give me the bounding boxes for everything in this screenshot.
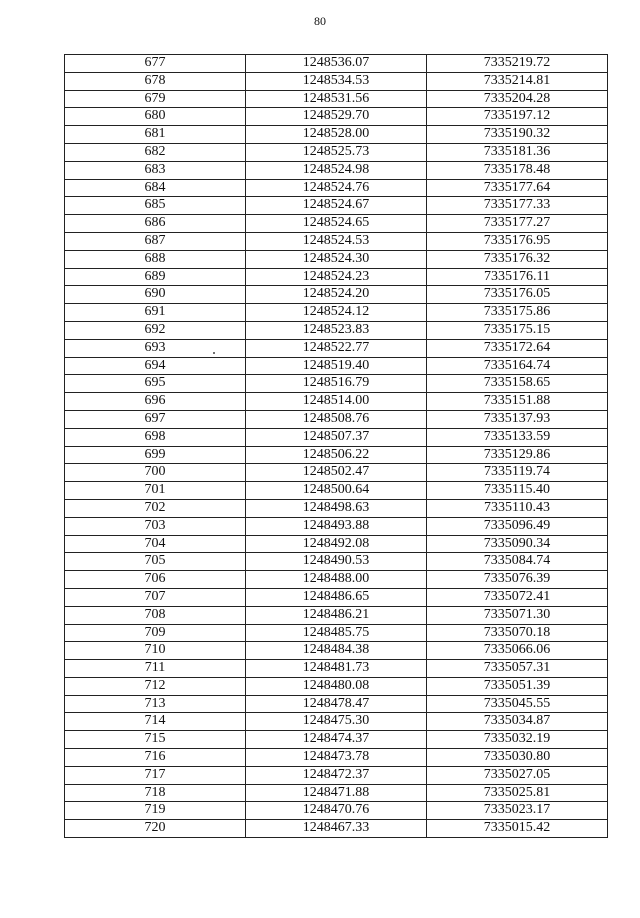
y-coordinate-cell: 7335025.81 [427,784,608,802]
x-coordinate-cell: 1248524.76 [246,179,427,197]
x-coordinate-cell: 1248471.88 [246,784,427,802]
y-coordinate-cell: 7335190.32 [427,126,608,144]
y-coordinate-cell: 7335158.65 [427,375,608,393]
point-number-cell: 715 [65,731,246,749]
point-number-cell: 706 [65,571,246,589]
point-number-cell: 682 [65,143,246,161]
table-row [65,517,608,535]
point-number-cell: 712 [65,677,246,695]
point-number-cell: 687 [65,232,246,250]
table-row [65,535,608,553]
point-number-cell: 688 [65,250,246,268]
point-number-cell: 683 [65,161,246,179]
x-coordinate-cell: 1248524.98 [246,161,427,179]
y-coordinate-cell: 7335115.40 [427,482,608,500]
x-coordinate-cell: 1248490.53 [246,553,427,571]
table-row [65,90,608,108]
x-coordinate-cell: 1248508.76 [246,410,427,428]
table-row [65,55,608,73]
point-number-cell: 694 [65,357,246,375]
y-coordinate-cell: 7335090.34 [427,535,608,553]
table-row [65,304,608,322]
table-row [65,250,608,268]
table-row [65,446,608,464]
x-coordinate-cell: 1248528.00 [246,126,427,144]
x-coordinate-cell: 1248531.56 [246,90,427,108]
y-coordinate-cell: 7335070.18 [427,624,608,642]
y-coordinate-cell: 7335175.15 [427,321,608,339]
table-row [65,606,608,624]
table-row [65,126,608,144]
table-row [65,553,608,571]
y-coordinate-cell: 7335164.74 [427,357,608,375]
x-coordinate-cell: 1248506.22 [246,446,427,464]
point-number-cell: 713 [65,695,246,713]
page-number: 80 [314,14,326,28]
point-number-cell: 707 [65,588,246,606]
table-row [65,499,608,517]
point-number-cell: 720 [65,820,246,838]
x-coordinate-cell: 1248529.70 [246,108,427,126]
y-coordinate-cell: 7335137.93 [427,410,608,428]
table-row [65,197,608,215]
table-row [65,766,608,784]
x-coordinate-cell: 1248522.77 [246,339,427,357]
table-row [65,588,608,606]
x-coordinate-cell: 1248524.65 [246,215,427,233]
x-coordinate-cell: 1248516.79 [246,375,427,393]
x-coordinate-cell: 1248524.12 [246,304,427,322]
table-row [65,802,608,820]
x-coordinate-cell: 1248470.76 [246,802,427,820]
table-row [65,713,608,731]
y-coordinate-cell: 7335119.74 [427,464,608,482]
y-coordinate-cell: 7335084.74 [427,553,608,571]
table-row [65,571,608,589]
x-coordinate-cell: 1248500.64 [246,482,427,500]
point-number-cell: 685 [65,197,246,215]
y-coordinate-cell: 7335204.28 [427,90,608,108]
y-coordinate-cell: 7335051.39 [427,677,608,695]
point-number-cell: 692 [65,321,246,339]
point-number-cell: 703 [65,517,246,535]
y-coordinate-cell: 7335023.17 [427,802,608,820]
x-coordinate-cell: 1248519.40 [246,357,427,375]
x-coordinate-cell: 1248524.23 [246,268,427,286]
point-number-cell: 699 [65,446,246,464]
x-coordinate-cell: 1248481.73 [246,660,427,678]
y-coordinate-cell: 7335096.49 [427,517,608,535]
x-coordinate-cell: 1248507.37 [246,428,427,446]
table-row [65,215,608,233]
point-number-cell: 684 [65,179,246,197]
point-number-cell: 679 [65,90,246,108]
table-row [65,624,608,642]
x-coordinate-cell: 1248524.20 [246,286,427,304]
point-number-cell: 717 [65,766,246,784]
point-number-cell: 709 [65,624,246,642]
y-coordinate-cell: 7335032.19 [427,731,608,749]
table-row [65,731,608,749]
table-row [65,72,608,90]
point-number-cell: 698 [65,428,246,446]
table-row [65,321,608,339]
y-coordinate-cell: 7335177.27 [427,215,608,233]
x-coordinate-cell: 1248478.47 [246,695,427,713]
point-number-cell: 718 [65,784,246,802]
point-number-cell: 686 [65,215,246,233]
x-coordinate-cell: 1248484.38 [246,642,427,660]
y-coordinate-cell: 7335177.33 [427,197,608,215]
x-coordinate-cell: 1248473.78 [246,749,427,767]
point-number-cell: 719 [65,802,246,820]
y-coordinate-cell: 7335034.87 [427,713,608,731]
table-row [65,393,608,411]
x-coordinate-cell: 1248524.30 [246,250,427,268]
y-coordinate-cell: 7335172.64 [427,339,608,357]
point-number-cell: 690 [65,286,246,304]
y-coordinate-cell: 7335076.39 [427,571,608,589]
table-row [65,749,608,767]
table-row [65,784,608,802]
x-coordinate-cell: 1248493.88 [246,517,427,535]
point-number-cell: 716 [65,749,246,767]
x-coordinate-cell: 1248475.30 [246,713,427,731]
table-row [65,339,608,357]
y-coordinate-cell: 7335027.05 [427,766,608,784]
y-coordinate-cell: 7335066.06 [427,642,608,660]
x-coordinate-cell: 1248524.53 [246,232,427,250]
x-coordinate-cell: 1248467.33 [246,820,427,838]
table-row [65,428,608,446]
y-coordinate-cell: 7335030.80 [427,749,608,767]
x-coordinate-cell: 1248492.08 [246,535,427,553]
table-row [65,232,608,250]
x-coordinate-cell: 1248502.47 [246,464,427,482]
y-coordinate-cell: 7335151.88 [427,393,608,411]
y-coordinate-cell: 7335176.32 [427,250,608,268]
point-number-cell: 696 [65,393,246,411]
y-coordinate-cell: 7335177.64 [427,179,608,197]
table-row [65,179,608,197]
table-row [65,677,608,695]
point-number-cell: 697 [65,410,246,428]
point-number-cell: 691 [65,304,246,322]
point-number-cell: 689 [65,268,246,286]
point-number-cell: 680 [65,108,246,126]
y-coordinate-cell: 7335175.86 [427,304,608,322]
x-coordinate-cell: 1248472.37 [246,766,427,784]
table-row [65,695,608,713]
table-row [65,642,608,660]
point-number-cell: 702 [65,499,246,517]
table-row [65,375,608,393]
point-number-cell: 705 [65,553,246,571]
x-coordinate-cell: 1248485.75 [246,624,427,642]
point-number-cell: 677 [65,55,246,73]
point-number-cell: 714 [65,713,246,731]
table-row [65,286,608,304]
y-coordinate-cell: 7335176.11 [427,268,608,286]
y-coordinate-cell: 7335133.59 [427,428,608,446]
x-coordinate-cell: 1248474.37 [246,731,427,749]
point-number-cell: 693 [65,339,246,357]
point-number-cell: 711 [65,660,246,678]
y-coordinate-cell: 7335129.86 [427,446,608,464]
table-row [65,820,608,838]
point-number-cell: 681 [65,126,246,144]
table-row [65,108,608,126]
table-row [65,161,608,179]
y-coordinate-cell: 7335219.72 [427,55,608,73]
point-number-cell: 695 [65,375,246,393]
scan-speck [213,352,215,354]
table-row [65,268,608,286]
table-row [65,143,608,161]
x-coordinate-cell: 1248486.21 [246,606,427,624]
point-number-cell: 708 [65,606,246,624]
x-coordinate-cell: 1248488.00 [246,571,427,589]
x-coordinate-cell: 1248525.73 [246,143,427,161]
point-number-cell: 701 [65,482,246,500]
table-row [65,357,608,375]
x-coordinate-cell: 1248480.08 [246,677,427,695]
table-row [65,410,608,428]
y-coordinate-cell: 7335015.42 [427,820,608,838]
y-coordinate-cell: 7335176.05 [427,286,608,304]
table-row [65,464,608,482]
y-coordinate-cell: 7335178.48 [427,161,608,179]
x-coordinate-cell: 1248514.00 [246,393,427,411]
x-coordinate-cell: 1248523.83 [246,321,427,339]
y-coordinate-cell: 7335197.12 [427,108,608,126]
y-coordinate-cell: 7335045.55 [427,695,608,713]
y-coordinate-cell: 7335057.31 [427,660,608,678]
x-coordinate-cell: 1248524.67 [246,197,427,215]
coordinates-table [64,54,608,838]
coordinates-table-body [65,55,608,838]
y-coordinate-cell: 7335071.30 [427,606,608,624]
y-coordinate-cell: 7335214.81 [427,72,608,90]
x-coordinate-cell: 1248486.65 [246,588,427,606]
y-coordinate-cell: 7335181.36 [427,143,608,161]
x-coordinate-cell: 1248498.63 [246,499,427,517]
table-row [65,482,608,500]
point-number-cell: 704 [65,535,246,553]
y-coordinate-cell: 7335072.41 [427,588,608,606]
y-coordinate-cell: 7335110.43 [427,499,608,517]
x-coordinate-cell: 1248536.07 [246,55,427,73]
point-number-cell: 710 [65,642,246,660]
x-coordinate-cell: 1248534.53 [246,72,427,90]
point-number-cell: 678 [65,72,246,90]
point-number-cell: 700 [65,464,246,482]
table-row [65,660,608,678]
y-coordinate-cell: 7335176.95 [427,232,608,250]
